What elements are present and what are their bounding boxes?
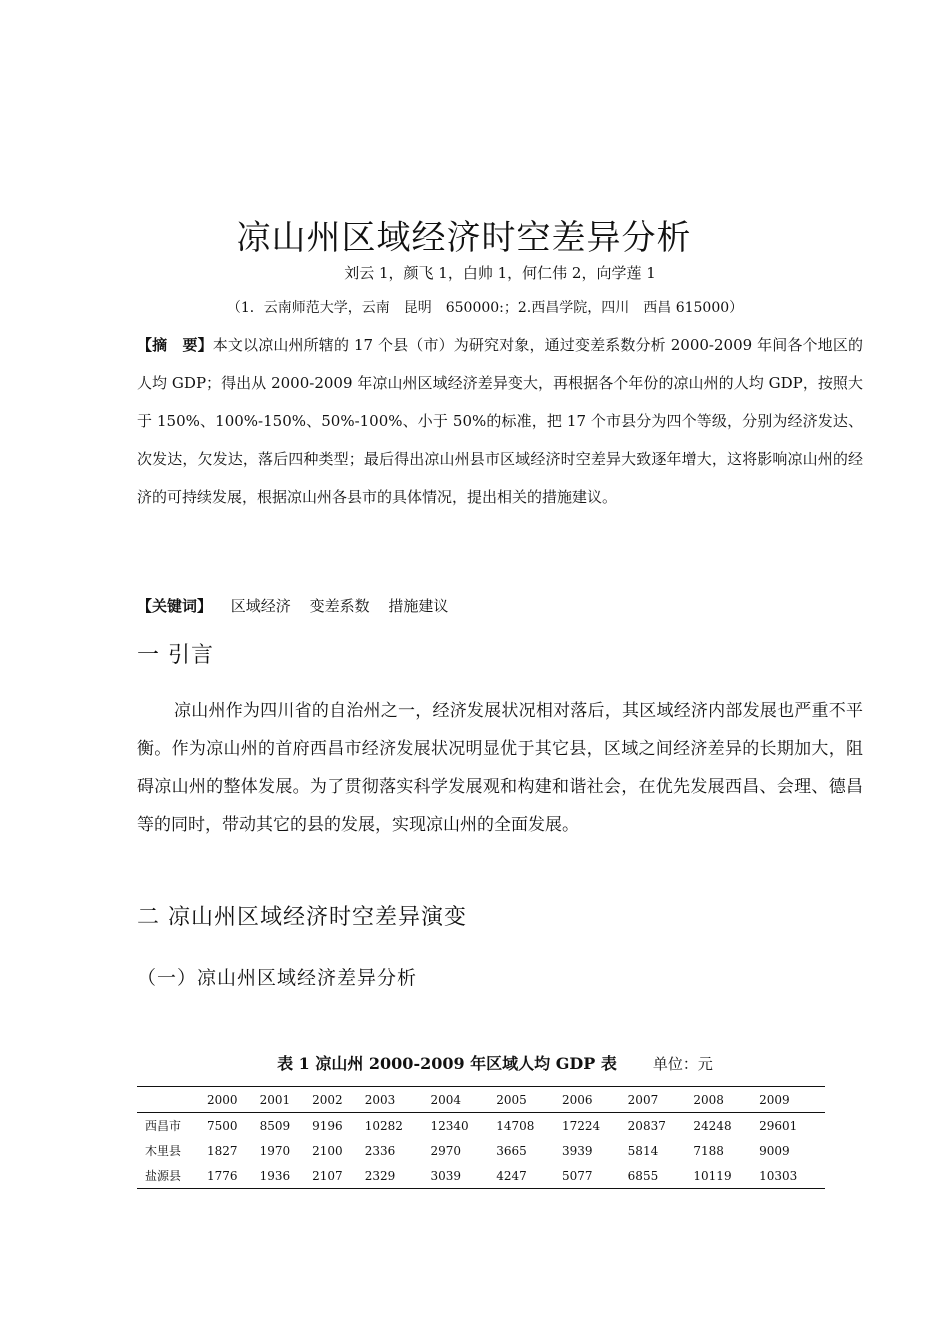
gdp-cell: 3939 [561, 1143, 593, 1158]
gdp-cell: 14708 [496, 1118, 535, 1133]
gdp-cell: 6855 [627, 1168, 659, 1183]
gdp-cell: 7188 [693, 1143, 724, 1158]
year-header: 2001 [259, 1092, 291, 1107]
year-header: 2006 [561, 1092, 593, 1107]
abstract-label: 【摘 要】 [137, 336, 213, 354]
table-row [137, 1163, 825, 1189]
year-header: 2007 [627, 1092, 659, 1107]
gdp-cell: 17224 [561, 1118, 601, 1133]
abstract [137, 326, 863, 516]
region-name: 西昌市 [145, 1119, 182, 1133]
year-header: 2000 [207, 1092, 238, 1107]
gdp-cell: 2100 [312, 1143, 343, 1158]
table-header-row [137, 1087, 825, 1113]
gdp-cell: 9196 [312, 1118, 343, 1133]
keyword-item: 变差系数 [309, 597, 370, 615]
table-row [137, 1138, 825, 1163]
keywords [137, 592, 448, 620]
gdp-cell: 2970 [430, 1143, 462, 1158]
gdp-cell: 10119 [693, 1168, 732, 1183]
author-list: 刘云 1，颜飞 1，白帅 1，何仁伟 2，向学莲 1 [344, 264, 656, 282]
section-heading-evolution: 二 凉山州区域经济时空差异演变 [137, 905, 467, 930]
intro-paragraph: 凉山州作为四川省的自治州之一，经济发展状况相对落后，其区域经济内部发展也严重不平衡。作为凉山州的首府西昌市经济发展状况明显优于其它县，区域之间经济差异的长期加大，阻碍凉山州的整体发展。为了贯彻落实科学发展观和构建和谐社会，在优先发展西昌、会理、德昌等的同时，带动其它的县的发展，实现凉山州的全面发展。 [137, 701, 863, 835]
table-corner-cell [137, 1087, 207, 1113]
keywords-label: 【关键词】 [137, 597, 213, 615]
gdp-cell: 1827 [207, 1143, 238, 1158]
year-header: 2003 [364, 1092, 396, 1107]
gdp-cell: 10282 [364, 1118, 403, 1133]
table-title: 表 1 凉山州 2000-2009 年区域人均 GDP 表 [277, 1054, 617, 1073]
gdp-cell: 1776 [207, 1168, 238, 1183]
gdp-cell: 3665 [496, 1143, 527, 1158]
gdp-cell: 2336 [364, 1143, 396, 1158]
gdp-cell: 2329 [364, 1168, 396, 1183]
gdp-cell: 1970 [259, 1143, 291, 1158]
gdp-cell: 8509 [259, 1118, 291, 1133]
keyword-item: 区域经济 [230, 597, 291, 615]
table-row [137, 1113, 825, 1139]
year-header: 2009 [759, 1092, 790, 1107]
section-heading-intro: 一 引言 [137, 643, 214, 668]
region-name: 盐源县 [145, 1169, 182, 1183]
keyword-item: 措施建议 [388, 597, 449, 615]
gdp-cell: 7500 [207, 1118, 238, 1133]
year-header: 2002 [312, 1092, 343, 1107]
affiliation: （1．云南师范大学，云南 昆明 650000:；2.西昌学院，四川 西昌 615000） [226, 300, 744, 316]
gdp-cell: 1936 [259, 1168, 291, 1183]
gdp-table [137, 1086, 825, 1189]
gdp-cell: 20837 [627, 1118, 666, 1133]
gdp-cell: 5077 [561, 1168, 593, 1183]
subsection-heading: （一）凉山州区域经济差异分析 [137, 967, 418, 989]
abstract-text: 本文以凉山州所辖的 17 个县（市）为研究对象，通过变差系数分析 2000-2009 年间各个地区的人均 GDP；得出从 2000-2009 年凉山州区域经济差异变大，再根据各个年份的凉山州的人均 GDP，按照大于 150%、100%-150%、50%-100%、小于 50%的标准，把 17 个市县分为四个等级，分别为经济发达、次发达，欠发达，落后四种类型；最后得出凉山州县市区域经济时空差异大致逐年增大，这将影响凉山州的经济的可持续发展，根据凉山州各县市的具体情况，提出相关的措施建议。 [137, 336, 863, 506]
gdp-cell: 9009 [759, 1143, 790, 1158]
year-header: 2005 [496, 1092, 527, 1107]
table-caption [0, 1051, 950, 1074]
table-unit: 单位：元 [652, 1055, 713, 1073]
gdp-cell: 24248 [693, 1118, 732, 1133]
year-header: 2008 [693, 1092, 724, 1107]
gdp-cell: 10303 [759, 1168, 798, 1183]
gdp-cell: 3039 [430, 1168, 462, 1183]
gdp-cell: 4247 [496, 1168, 527, 1183]
paper-title: 凉山州区域经济时空差异分析 [236, 218, 692, 258]
region-name: 木里县 [145, 1144, 182, 1158]
gdp-cell: 12340 [430, 1118, 469, 1133]
gdp-cell: 2107 [312, 1168, 343, 1183]
gdp-cell: 29601 [759, 1118, 798, 1133]
year-header: 2004 [430, 1092, 462, 1107]
gdp-cell: 5814 [627, 1143, 659, 1158]
